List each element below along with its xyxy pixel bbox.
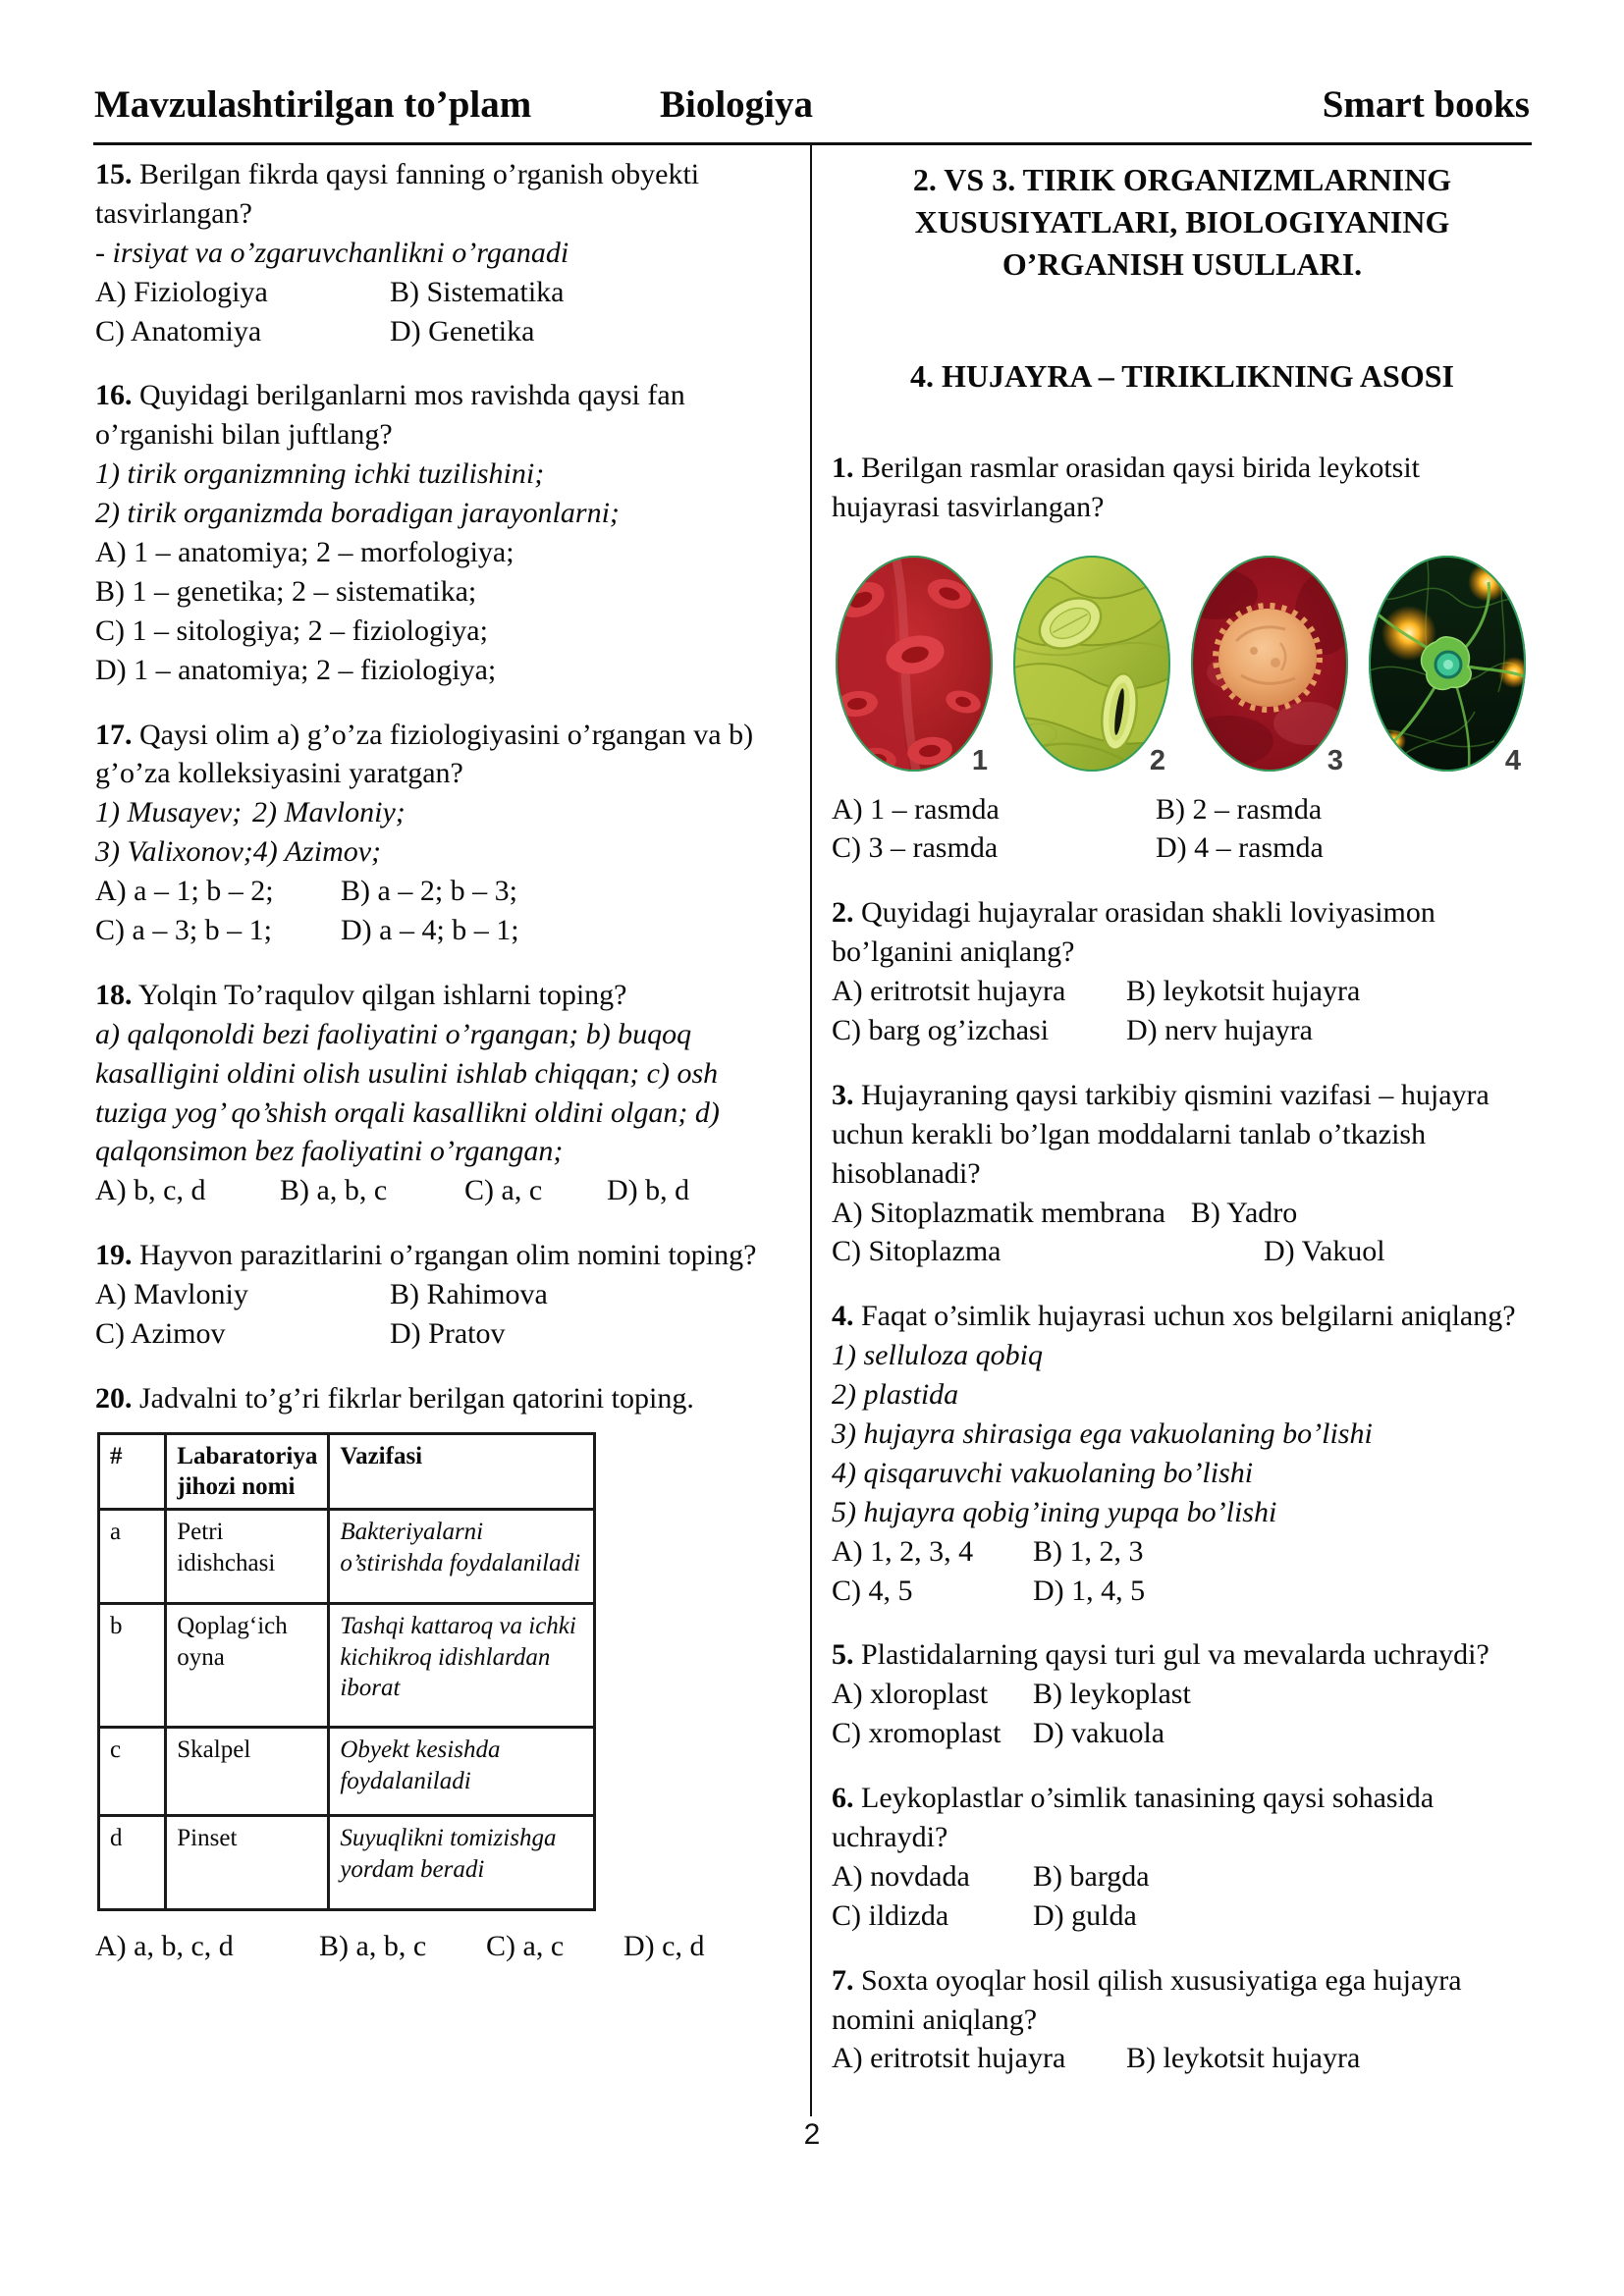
sub-item: 4) qisqaruvchi vakuolaning bo’lishi <box>832 1456 1254 1489</box>
figure-label: 1 <box>971 744 988 776</box>
sub-item: 3) hujayra shirasiga ega vakuolaning bo’lishi <box>832 1417 1373 1450</box>
section-heading-top: 2. VS 3. TIRIK ORGANIZMLARNING XUSUSIYATLARI, BIOLOGIYANING O’RGANISH USULLARI. <box>912 162 1452 283</box>
figure-neuron <box>1365 553 1533 778</box>
option: D) gulda <box>1033 1898 1137 1932</box>
question-20 <box>95 1379 794 1966</box>
figure-leaf-epidermis <box>1009 553 1177 778</box>
option: D) vakuola <box>1033 1717 1165 1750</box>
option: A) xloroplast <box>832 1678 989 1711</box>
question-16 <box>95 376 794 689</box>
page-number: 2 <box>803 2118 821 2151</box>
options-row <box>95 312 794 351</box>
option: D) Genetika <box>390 314 535 347</box>
option: D) a – 4; b – 1; <box>341 914 519 947</box>
sub-item: 2) tirik organizmda boradigan jarayonlarni; <box>95 497 620 530</box>
option: A) eritrotsit hujayra <box>832 975 1066 1008</box>
option: B) a, b, c <box>319 1930 427 1963</box>
sub-items-row <box>95 793 794 832</box>
options-row <box>832 1232 1533 1271</box>
options-row <box>832 828 1533 868</box>
option: D) nerv hujayra <box>1126 1013 1313 1046</box>
cell-id: d <box>99 1816 166 1910</box>
question-text: 20. Jadvalni to’g’ri fikrlar berilgan qatorini toping. <box>95 1381 694 1415</box>
figure-leukocyte <box>1187 553 1355 778</box>
option: B) leykotsit hujayra <box>1126 2042 1361 2075</box>
question-2 <box>832 893 1533 1050</box>
question-text: 2. Quyidagi hujayralar orasidan shakli loviyasimon bo’lganini aniqlang? <box>832 896 1435 969</box>
cell-task: Bakteriyalarni o’stirishda foydalaniladi <box>329 1510 595 1604</box>
options-row <box>95 1314 794 1354</box>
options-row <box>832 1857 1533 1896</box>
cell-name: Skalpel <box>166 1728 329 1816</box>
option: C) 3 – rasmda <box>832 831 999 865</box>
sub-item: 2) Mavloniy; <box>252 796 406 829</box>
left-column <box>95 155 794 1992</box>
table-row <box>99 1728 595 1816</box>
option: A) 1 – anatomiya; 2 – morfologiya; <box>95 536 514 569</box>
cell-id: c <box>99 1728 166 1816</box>
option: B) leykoplast <box>1033 1678 1191 1711</box>
option: A) a, b, c, d <box>95 1930 234 1963</box>
question-7 <box>832 1961 1533 2079</box>
question-5 <box>832 1635 1533 1753</box>
options-row <box>832 1532 1533 1572</box>
sub-paragraph: a) qalqonoldi bezi faoliyatini o’rgangan; b) buqoq kasalligini oldini olish usulini ishlab chiqqan; c) osh tuziga yog’ qo’shish orqali kasallikni oldini olgan; d) qalqonsimon bez faoliyatini o’rgangan; <box>95 1017 720 1168</box>
option: B) 1, 2, 3 <box>1033 1534 1144 1568</box>
option: B) Rahimova <box>390 1278 548 1311</box>
header-rule <box>93 142 1532 145</box>
option: D) 4 – rasmda <box>1156 831 1324 865</box>
question-15 <box>95 155 794 350</box>
options-row <box>832 972 1533 1011</box>
options-row <box>95 1275 794 1314</box>
figure-row <box>832 553 1533 778</box>
option: C) a, c <box>486 1930 565 1963</box>
sub-item: 1) tirik organizmning ichki tuzilishini; <box>95 457 545 491</box>
option: C) barg og’izchasi <box>832 1013 1050 1046</box>
column-header: # <box>99 1433 166 1510</box>
header-center-title: Biologiya <box>659 83 814 126</box>
option: D) 1, 4, 5 <box>1033 1574 1146 1607</box>
table-header-row <box>99 1433 595 1510</box>
option: B) Yadro <box>1190 1196 1298 1229</box>
question-text: 18. Yolqin To’raqulov qilgan ishlarni toping? <box>95 978 627 1011</box>
option: C) 1 – sitologiya; 2 – fiziologiya; <box>95 614 488 647</box>
question-text: 1. Berilgan rasmlar orasidan qaysi birida leykotsit hujayrasi tasvirlangan? <box>832 451 1421 523</box>
header-right-title: Smart books <box>1322 83 1530 126</box>
table-row <box>99 1816 595 1910</box>
option: D) Pratov <box>390 1317 506 1351</box>
option: C) a – 3; b – 1; <box>95 914 272 947</box>
options-row <box>95 1171 794 1210</box>
cell-name: Qoplag‘ich oyna <box>166 1604 329 1728</box>
option: D) Vakuol <box>1264 1235 1385 1268</box>
option: D) 1 – anatomiya; 2 – fiziologiya; <box>95 653 497 686</box>
figure-label: 2 <box>1149 744 1165 776</box>
options-row <box>832 1572 1533 1611</box>
header-left-title: Mavzulashtirilgan to’plam <box>94 83 532 126</box>
question-text: 4. Faqat o’simlik hujayrasi uchun xos belgilarni aniqlang? <box>832 1300 1516 1333</box>
option: D) c, d <box>623 1930 705 1963</box>
options-row <box>95 911 794 950</box>
options-row <box>832 1714 1533 1753</box>
option: A) 1, 2, 3, 4 <box>832 1534 974 1568</box>
options-row <box>832 1675 1533 1714</box>
figure-blood-cells <box>832 553 1000 778</box>
cell-task: Suyuqlikni tomizishga yordam beradi <box>329 1816 595 1910</box>
sub-item: 4) Azimov; <box>252 835 382 869</box>
option: C) 4, 5 <box>832 1574 913 1607</box>
option: D) b, d <box>607 1174 690 1207</box>
cell-name: Petri idishchasi <box>166 1510 329 1604</box>
cell-id: b <box>99 1604 166 1728</box>
sub-items-row <box>95 832 794 872</box>
option: B) 1 – genetika; 2 – sistematika; <box>95 574 477 608</box>
options-row <box>832 1194 1533 1233</box>
question-hint: - irsiyat va o’zgaruvchanlikni o’rganadi <box>95 236 569 269</box>
options-row <box>832 1896 1533 1936</box>
option: A) Sitoplazmatik membrana <box>832 1196 1165 1229</box>
question-6 <box>832 1779 1533 1936</box>
option: A) Fiziologiya <box>95 275 268 308</box>
cell-task: Tashqi kattaroq va ichki kichikroq idishlardan iborat <box>329 1604 595 1728</box>
options-row <box>95 273 794 312</box>
question-text: 6. Leykoplastlar o’simlik tanasining qaysi sohasida uchraydi? <box>832 1782 1435 1854</box>
cell-id: a <box>99 1510 166 1604</box>
figure-label: 3 <box>1326 744 1343 776</box>
option: A) novdada <box>832 1859 970 1893</box>
option: C) Sitoplazma <box>832 1235 1001 1268</box>
question-4 <box>832 1297 1533 1610</box>
option: C) Azimov <box>95 1317 226 1351</box>
cell-task: Obyekt kesishda foydalaniladi <box>329 1728 595 1816</box>
sub-item: 5) hujayra qobig’ining yupqa bo’lishi <box>832 1495 1277 1528</box>
option: B) a, b, c <box>280 1174 388 1207</box>
table-row <box>99 1510 595 1604</box>
option: C) ildizda <box>832 1898 949 1932</box>
column-header: Labaratoriya jihozi nomi <box>166 1433 329 1510</box>
section-heading-cell: 4. HUJAYRA – TIRIKLIKNING ASOSI <box>910 357 1454 394</box>
options-row <box>95 872 794 911</box>
question-text: 19. Hayvon parazitlarini o’rgangan olim nomini toping? <box>95 1239 757 1272</box>
right-column <box>832 155 1533 2104</box>
question-text: 17. Qaysi olim a) g’o’za fiziologiyasini o’rgangan va b) g’o’za kolleksiyasini yaratgan? <box>95 718 754 790</box>
question-19 <box>95 1236 794 1354</box>
option: B) bargda <box>1033 1859 1150 1893</box>
question-3 <box>832 1076 1533 1271</box>
question-text: 16. Quyidagi berilganlarni mos ravishda qaysi fan o’rganishi bilan juftlang? <box>95 379 685 452</box>
option: A) a – 1; b – 2; <box>95 875 274 908</box>
option: B) Sistematika <box>390 275 565 308</box>
column-header: Vazifasi <box>329 1433 595 1510</box>
question-17 <box>95 716 794 950</box>
option: C) Anatomiya <box>95 314 262 347</box>
option: A) b, c, d <box>95 1174 206 1207</box>
figure-label: 4 <box>1504 744 1521 776</box>
options-row <box>832 790 1533 829</box>
option: C) a, c <box>464 1174 543 1207</box>
sub-item: 1) Musayev; <box>95 796 243 829</box>
question-text: 15. Berilgan fikrda qaysi fanning o’rganish obyekti tasvirlangan? <box>95 158 700 230</box>
option: A) Mavloniy <box>95 1278 248 1311</box>
question-18 <box>95 976 794 1210</box>
question-text: 7. Soxta oyoqlar hosil qilish xususiyatiga ega hujayra nomini aniqlang? <box>832 1963 1462 2036</box>
question-text: 3. Hujayraning qaysi tarkibiy qismini vazifasi – hujayra uchun kerakli bo’lgan moddalarni tanlab o’tkazish hisoblanadi? <box>832 1078 1489 1190</box>
option: C) xromoplast <box>832 1717 1001 1750</box>
options-row <box>832 2039 1533 2078</box>
options-row <box>832 1011 1533 1050</box>
option: B) a – 2; b – 3; <box>341 875 517 908</box>
column-divider <box>810 145 812 2116</box>
question-text: 5. Plastidalarning qaysi turi gul va mevalarda uchraydi? <box>832 1638 1489 1672</box>
cell-name: Pinset <box>166 1816 329 1910</box>
option: A) eritrotsit hujayra <box>832 2042 1066 2075</box>
sub-item: 2) plastida <box>832 1378 959 1412</box>
lab-equipment-table <box>97 1432 596 1912</box>
question-1 <box>832 449 1533 869</box>
option: B) leykotsit hujayra <box>1126 975 1361 1008</box>
table-row <box>99 1604 595 1728</box>
sub-item: 1) selluloza qobiq <box>832 1339 1043 1372</box>
option: B) 2 – rasmda <box>1156 792 1323 826</box>
options-row <box>95 1927 794 1966</box>
sub-item: 3) Valixonov; <box>95 835 253 869</box>
option: A) 1 – rasmda <box>832 792 1000 826</box>
